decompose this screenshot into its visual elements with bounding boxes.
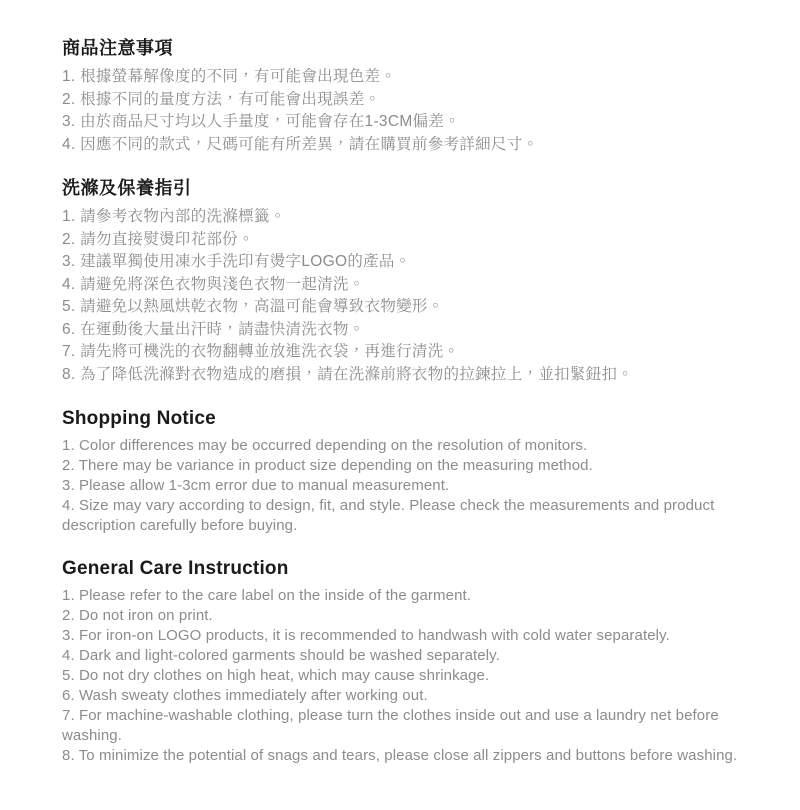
care-item: 6. 在運動後大量出汗時，請盡快清洗衣物。 xyxy=(62,320,365,338)
notice-item: 2. There may be variance in product size depending on the measuring method. xyxy=(62,457,593,474)
care-item: 1. Please refer to the care label on the inside of the garment. xyxy=(62,587,472,604)
care-item: 3. For iron-on LOGO products, it is recommended to handwash with cold water separately. xyxy=(62,627,670,644)
section-washing-care-guide-zh xyxy=(62,178,772,386)
notice-item: 1. 根據螢幕解像度的不同，有可能會出現色差。 xyxy=(62,68,397,85)
notice-item: 1. Color differences may be occurred depending on the resolution of monitors. xyxy=(62,437,588,454)
notice-item: 3. Please allow 1-3cm error due to manual measurement. xyxy=(62,477,450,494)
care-item: 1. 請參考衣物內部的洗滌標籤。 xyxy=(62,208,286,225)
care-item: 3. 建議單獨使用凍水手洗印有燙字LOGO的產品。 xyxy=(62,253,411,270)
section-title-general-care-instruction-en: General Care Instruction xyxy=(62,558,289,579)
care-item: 8. To minimize the potential of snags and tears, please close all zippers and buttons before washing. xyxy=(62,747,738,764)
section-title-product-notice-zh: 商品注意事項 xyxy=(62,38,173,58)
section-product-notice-zh xyxy=(62,38,772,156)
care-item: 5. 請避免以熱風烘乾衣物，高溫可能會導致衣物變形。 xyxy=(62,298,444,315)
care-item: 4. 請避免將深色衣物與淺色衣物一起清洗。 xyxy=(62,275,365,293)
care-item: 7. 請先將可機洗的衣物翻轉並放進洗衣袋，再進行清洗。 xyxy=(62,343,460,360)
notice-item: 2. 根據不同的量度方法，有可能會出現誤差。 xyxy=(62,90,381,108)
care-item: 8. 為了降低洗滌對衣物造成的磨損，請在洗滌前將衣物的拉鍊拉上，並扣緊鈕扣。 xyxy=(62,365,634,383)
notice-item: 4. Size may vary according to design, fit, and style. Please check the measurements and product description carefully before buying. xyxy=(62,497,715,534)
care-item: 6. Wash sweaty clothes immediately after working out. xyxy=(62,687,428,704)
care-item: 2. Do not iron on print. xyxy=(62,607,213,624)
notice-item: 3. 由於商品尺寸均以人手量度，可能會存在1-3CM偏差。 xyxy=(62,113,460,130)
care-item: 7. For machine-washable clothing, please turn the clothes inside out and use a laundry net before washing. xyxy=(62,707,719,744)
care-item: 5. Do not dry clothes on high heat, which may cause shrinkage. xyxy=(62,667,490,684)
care-item: 4. Dark and light-colored garments should be washed separately. xyxy=(62,647,500,664)
section-general-care-instruction-en xyxy=(62,558,772,766)
notice-item: 4. 因應不同的款式，尺碼可能有所差異，請在購買前參考詳細尺寸。 xyxy=(62,135,539,153)
care-item: 2. 請勿直接熨燙印花部份。 xyxy=(62,230,254,248)
section-title-washing-care-guide-zh: 洗滌及保養指引 xyxy=(62,178,192,198)
section-shopping-notice-en xyxy=(62,408,772,536)
section-title-shopping-notice-en: Shopping Notice xyxy=(62,408,216,429)
